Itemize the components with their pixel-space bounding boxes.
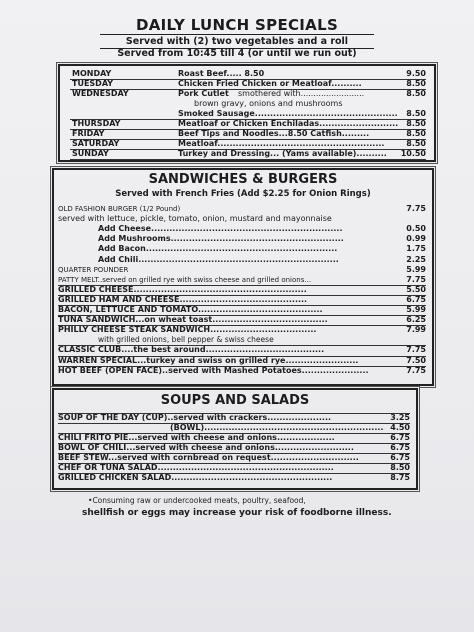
soup-row [58,463,410,472]
lunch-price: 8.50 [406,139,426,148]
lunch-specials-box [58,64,436,162]
lunch-price: 10.50 [400,149,426,158]
soup-row [58,423,410,432]
warning-line-1: •Consuming raw or undercooked meats, poultry, seafood, [88,496,306,505]
sandwich-row [58,294,426,304]
soup-price: 4.50 [390,423,410,432]
sandwich-price: 7.99 [406,325,426,335]
sandwich-row [58,355,426,365]
sandwich-price: 1.75 [406,244,426,254]
sandwiches-title: SANDWICHES & BURGERS [148,172,338,187]
lunch-day: SATURDAY [72,139,120,148]
soup-price: 3.25 [390,413,410,422]
soup-price: 6.75 [390,453,410,462]
soup-name: BEEF STEW...served with cornbread on request............................. [58,453,359,462]
lunch-row [70,99,426,109]
sandwich-price: 7.50 [406,355,426,365]
lunch-item: Meatloaf or Chicken Enchiladas.......................... [178,119,399,128]
lunch-price: 8.50 [406,129,426,138]
lunch-day: WEDNESDAY [72,89,129,98]
sandwich-row [58,325,426,335]
sandwiches-subtitle: Served with French Fries (Add $2.25 for Onion Rings) [115,189,371,199]
lunch-price: 8.50 [406,119,426,128]
sandwich-name: WARREN SPECIAL...turkey and swiss on grilled rye........................ [58,355,359,365]
soup-price: 6.75 [390,433,410,442]
soup-row [58,413,410,422]
lunch-item: Beef Tips and Noodles...8.50 Catfish......... [178,129,370,138]
soup-name: CHEF OR TUNA SALAD.......................................................... [58,463,334,472]
lunch-item: Chicken Fried Chicken or Meatloaf.......... [178,79,362,88]
sandwich-row [58,365,426,375]
sandwich-name: CLASSIC CLUB....the best around....................................... [58,345,325,355]
lunch-item: Roast Beef..... 8.50 [178,69,265,78]
sandwich-price: 6.25 [406,315,426,325]
sandwich-price: 5.50 [406,284,426,294]
lunch-row [70,149,426,160]
sandwich-name: Add Chili.................................................................. [98,254,339,264]
lunch-price: 9.50 [406,69,426,78]
sandwich-name: GRILLED HAM AND CHEESE.......................................... [58,294,308,304]
lunch-price: 8.50 [406,109,426,118]
sandwich-row [58,305,426,314]
lunch-price: 8.50 [406,89,426,98]
sandwich-name: HOT BEEF (OPEN FACE)..served with Mashed Potatoes...................... [58,365,369,375]
sandwich-name: Add Cheese............................................................... [98,224,343,234]
soup-row [58,453,410,462]
soup-row [58,473,410,482]
sandwich-price: 0.99 [406,234,426,244]
sandwich-price: 5.99 [406,264,426,274]
lunch-day: TUESDAY [72,79,114,88]
sandwich-name: PATTY MELT..served on grilled rye with swiss cheese and grilled onions... [58,275,312,284]
lunch-price: 8.50 [406,79,426,88]
sandwich-name: Add Bacon............................................................... [98,244,338,254]
soup-price: 6.75 [390,443,410,452]
served-with-note: Served with (2) two vegetables and a roll [100,34,374,49]
sandwich-price: 7.75 [406,365,426,375]
sandwich-price: 0.50 [406,224,426,234]
lunch-item: Smoked Sausage............................................... [178,109,398,118]
lunch-note: brown gravy, onions and mushrooms [194,99,343,108]
lunch-item: Turkey and Dressing... (Yams available).......... [178,149,387,158]
soup-name: SOUP OF THE DAY (CUP)..served with crackers..................... [58,413,332,422]
soup-name: GRILLED CHICKEN SALAD..................................................... [58,473,333,482]
soup-name: (BOWL)........................................................... [170,423,384,432]
sandwich-row [58,315,426,325]
lunch-day: MONDAY [72,69,112,78]
sandwich-price: 7.75 [406,345,426,355]
lunch-day: SUNDAY [72,149,109,158]
lunch-day: FRIDAY [72,129,105,138]
page-title: DAILY LUNCH SPECIALS [135,16,339,34]
sandwich-name: PHILLY CHEESE STEAK SANDWICH................................... [58,325,317,335]
sandwich-name: served with lettuce, pickle, tomato, onion, mustard and mayonnaise [58,214,332,224]
soup-price: 8.50 [390,463,410,472]
sandwich-row [58,284,426,294]
soups-title: SOUPS AND SALADS [160,393,310,408]
soup-name: BOWL OF CHILI...served with cheese and onions.......................... [58,443,354,452]
sandwich-price: 2.25 [406,254,426,264]
sandwich-name: with grilled onions, bell pepper & swiss cheese [98,335,274,345]
soup-row [58,443,410,452]
lunch-day: THURSDAY [72,119,121,128]
soups-box [52,388,418,490]
sandwich-price: 5.99 [406,305,426,314]
sandwich-row [58,345,426,355]
sandwich-name: TUNA SANDWICH...on wheat toast...................................... [58,315,328,325]
sandwich-name: BACON, LETTUCE AND TOMATO......................................... [58,305,323,314]
sandwich-name: GRILLED CHEESE......................................................... [58,284,307,294]
lunch-row [70,89,426,99]
sandwich-name: Add Mushrooms......................................................... [98,234,344,244]
soup-row [58,433,410,442]
served-time-note: Served from 10:45 till 4 (or until we run out) [117,48,357,59]
lunch-item: Meatloaf....................................................... [178,139,385,148]
sandwich-name: QUARTER POUNDER [58,265,129,274]
sandwich-name: OLD FASHION BURGER (1/2 Pound) [58,205,181,213]
lunch-note: smothered with......................... [238,89,365,98]
sandwich-price: 7.75 [406,204,426,213]
soup-price: 8.75 [390,473,410,482]
warning-line-2: shellfish or eggs may increase your risk of foodborne illness. [82,508,392,518]
sandwiches-box [52,168,434,386]
soup-name: CHILI FRITO PIE...served with cheese and onions................... [58,433,335,442]
sandwich-price: 6.75 [406,294,426,304]
sandwich-price: 7.75 [406,274,426,284]
lunch-item: Pork Cutlet [178,89,229,98]
